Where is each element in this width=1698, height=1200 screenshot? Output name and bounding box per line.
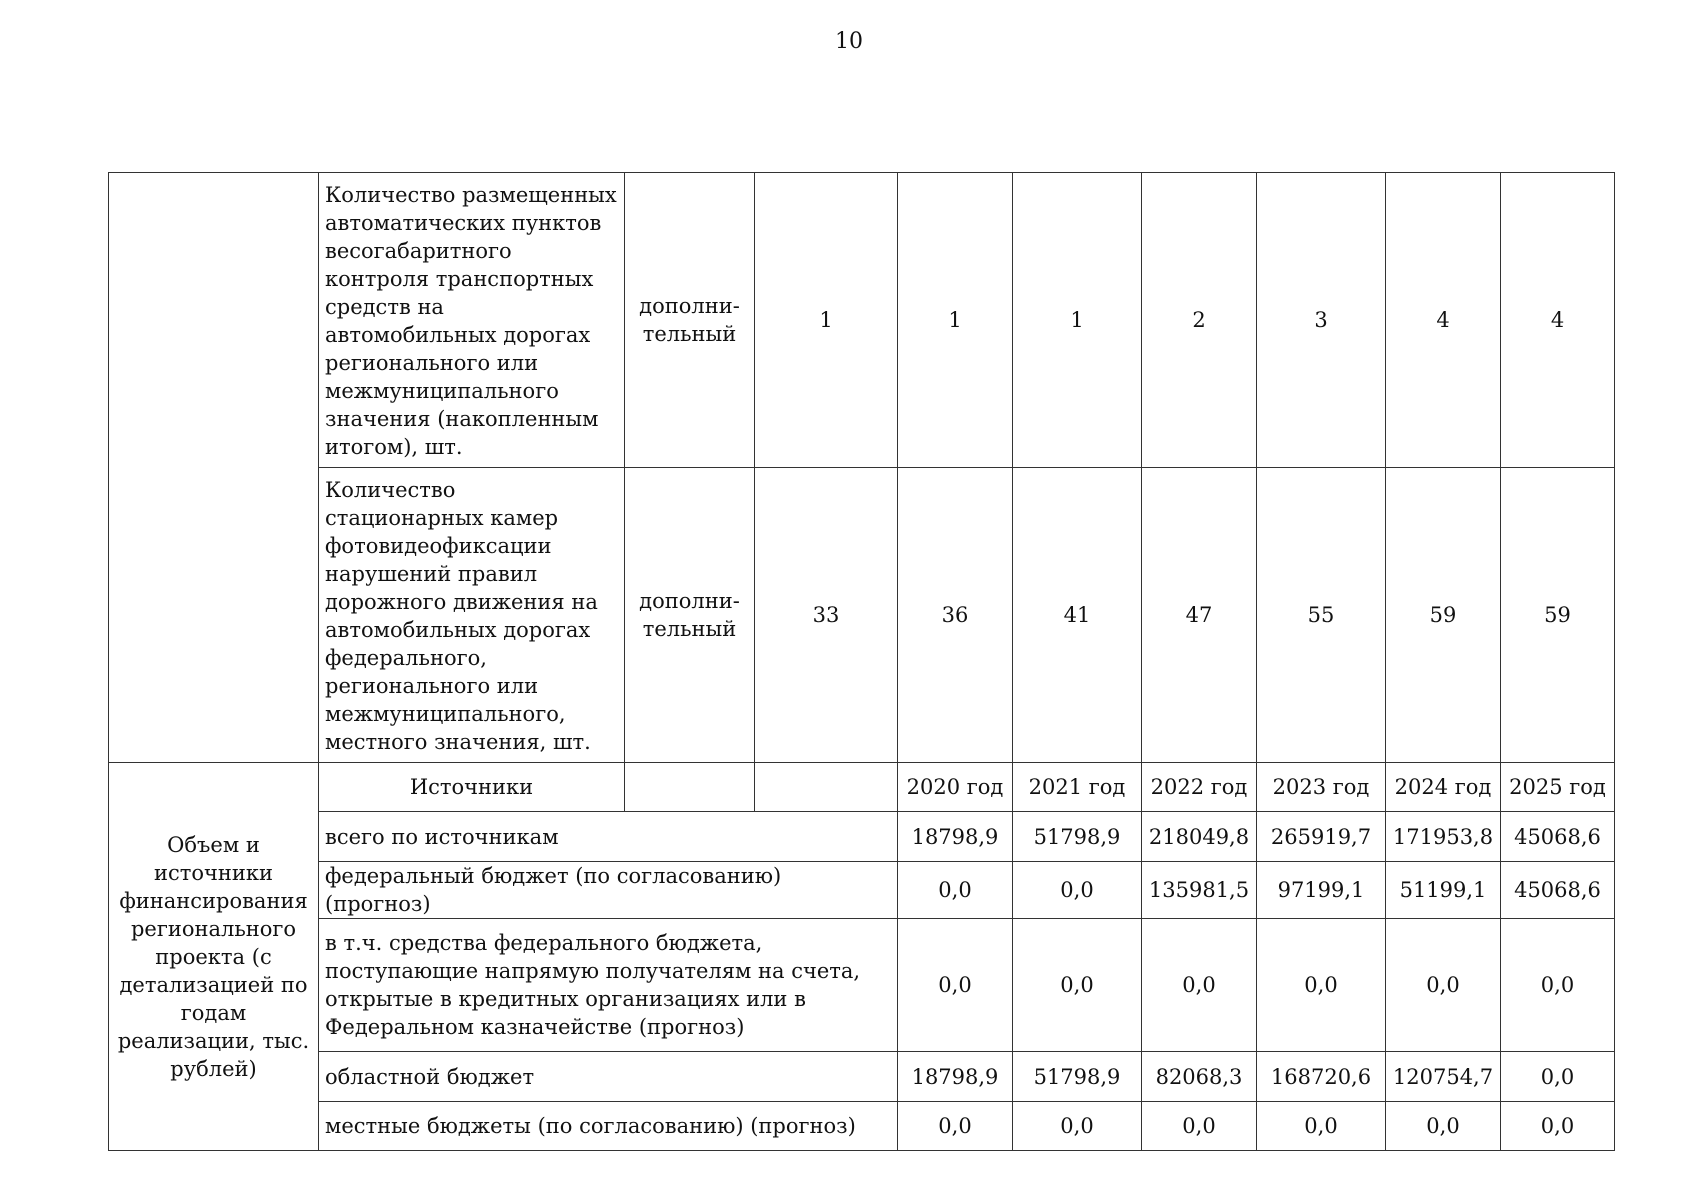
financing-value: 0,0 <box>898 919 1013 1052</box>
page-number: 10 <box>835 29 863 54</box>
indicator-type-line: тельный <box>642 322 737 346</box>
financing-row-label: всего по источникам <box>319 812 898 862</box>
indicator-type-line: тельный <box>642 617 737 641</box>
indicator-value-2022: 47 <box>1142 468 1257 763</box>
indicator-value-2022: 2 <box>1142 173 1257 468</box>
indicator-type <box>625 173 755 468</box>
financing-row <box>109 1052 1615 1102</box>
indicator-value-2025: 59 <box>1501 468 1615 763</box>
indicator-value-2024: 59 <box>1386 468 1501 763</box>
empty-header-cell <box>755 763 898 812</box>
financing-value: 0,0 <box>1257 1102 1386 1151</box>
financing-value: 0,0 <box>898 1102 1013 1151</box>
financing-row-label: местные бюджеты (по согласованию) (прогноз) <box>319 1102 898 1151</box>
financing-value: 0,0 <box>1013 919 1142 1052</box>
financing-row <box>109 812 1615 862</box>
indicator-type-line: дополни- <box>639 589 740 613</box>
financing-value: 0,0 <box>1501 919 1615 1052</box>
indicator-type-line: дополни- <box>639 294 740 318</box>
financing-section-label: Объем и источники финансирования регионального проекта (с детализацией по годам реализации, тыс. рублей) <box>109 763 319 1151</box>
financing-value: 168720,6 <box>1257 1052 1386 1102</box>
financing-value: 0,0 <box>1142 1102 1257 1151</box>
financing-row-label: федеральный бюджет (по согласованию) (прогноз) <box>319 862 898 919</box>
indicator-name: Количество размещенных автоматических пунктов весогабаритного контроля транспортных средств на автомобильных дорогах регионального или межмуниципального значения (накопленным итогом), шт. <box>319 173 625 468</box>
financing-value: 51199,1 <box>1386 862 1501 919</box>
financing-value: 0,0 <box>1386 1102 1501 1151</box>
financing-value: 51798,9 <box>1013 812 1142 862</box>
financing-value: 51798,9 <box>1013 1052 1142 1102</box>
financing-value: 265919,7 <box>1257 812 1386 862</box>
year-header-2021: 2021 год <box>1013 763 1142 812</box>
indicator-value-2021: 1 <box>1013 173 1142 468</box>
financing-value: 97199,1 <box>1257 862 1386 919</box>
indicator-value-2020: 36 <box>898 468 1013 763</box>
financing-row <box>109 862 1615 919</box>
indicator-value-2023: 3 <box>1257 173 1386 468</box>
year-header-2022: 2022 год <box>1142 763 1257 812</box>
indicator-value-2025: 4 <box>1501 173 1615 468</box>
indicator-row <box>109 173 1615 468</box>
financing-row-label: в т.ч. средства федерального бюджета, поступающие напрямую получателям на счета, открытые в кредитных организациях или в Федеральном казначействе (прогноз) <box>319 919 898 1052</box>
indicator-section-label-empty <box>109 173 319 763</box>
year-header-2023: 2023 год <box>1257 763 1386 812</box>
financing-value: 0,0 <box>1501 1102 1615 1151</box>
indicator-base-value: 33 <box>755 468 898 763</box>
sources-header: Источники <box>319 763 625 812</box>
financing-value: 135981,5 <box>1142 862 1257 919</box>
year-header-2024: 2024 год <box>1386 763 1501 812</box>
financing-value: 0,0 <box>1501 1052 1615 1102</box>
financing-value: 0,0 <box>1142 919 1257 1052</box>
financing-value: 45068,6 <box>1501 812 1615 862</box>
empty-header-cell <box>625 763 755 812</box>
indicator-row <box>109 468 1615 763</box>
passport-table <box>108 172 1615 1151</box>
financing-value: 18798,9 <box>898 812 1013 862</box>
year-header-2020: 2020 год <box>898 763 1013 812</box>
financing-value: 0,0 <box>1013 862 1142 919</box>
indicator-value-2024: 4 <box>1386 173 1501 468</box>
financing-row-label: областной бюджет <box>319 1052 898 1102</box>
indicator-type <box>625 468 755 763</box>
financing-value: 0,0 <box>1257 919 1386 1052</box>
financing-value: 120754,7 <box>1386 1052 1501 1102</box>
financing-value: 218049,8 <box>1142 812 1257 862</box>
financing-value: 18798,9 <box>898 1052 1013 1102</box>
financing-value: 171953,8 <box>1386 812 1501 862</box>
financing-row <box>109 1102 1615 1151</box>
financing-value: 0,0 <box>1386 919 1501 1052</box>
financing-value: 0,0 <box>898 862 1013 919</box>
financing-header-row <box>109 763 1615 812</box>
indicator-value-2021: 41 <box>1013 468 1142 763</box>
financing-value: 0,0 <box>1013 1102 1142 1151</box>
indicator-name: Количество стационарных камер фотовидеофиксации нарушений правил дорожного движения на автомобильных дорогах федерального, регионального или межмуниципального, местного значения, шт. <box>319 468 625 763</box>
financing-row <box>109 919 1615 1052</box>
indicator-value-2020: 1 <box>898 173 1013 468</box>
financing-value: 82068,3 <box>1142 1052 1257 1102</box>
indicator-base-value: 1 <box>755 173 898 468</box>
year-header-2025: 2025 год <box>1501 763 1615 812</box>
indicator-value-2023: 55 <box>1257 468 1386 763</box>
financing-value: 45068,6 <box>1501 862 1615 919</box>
